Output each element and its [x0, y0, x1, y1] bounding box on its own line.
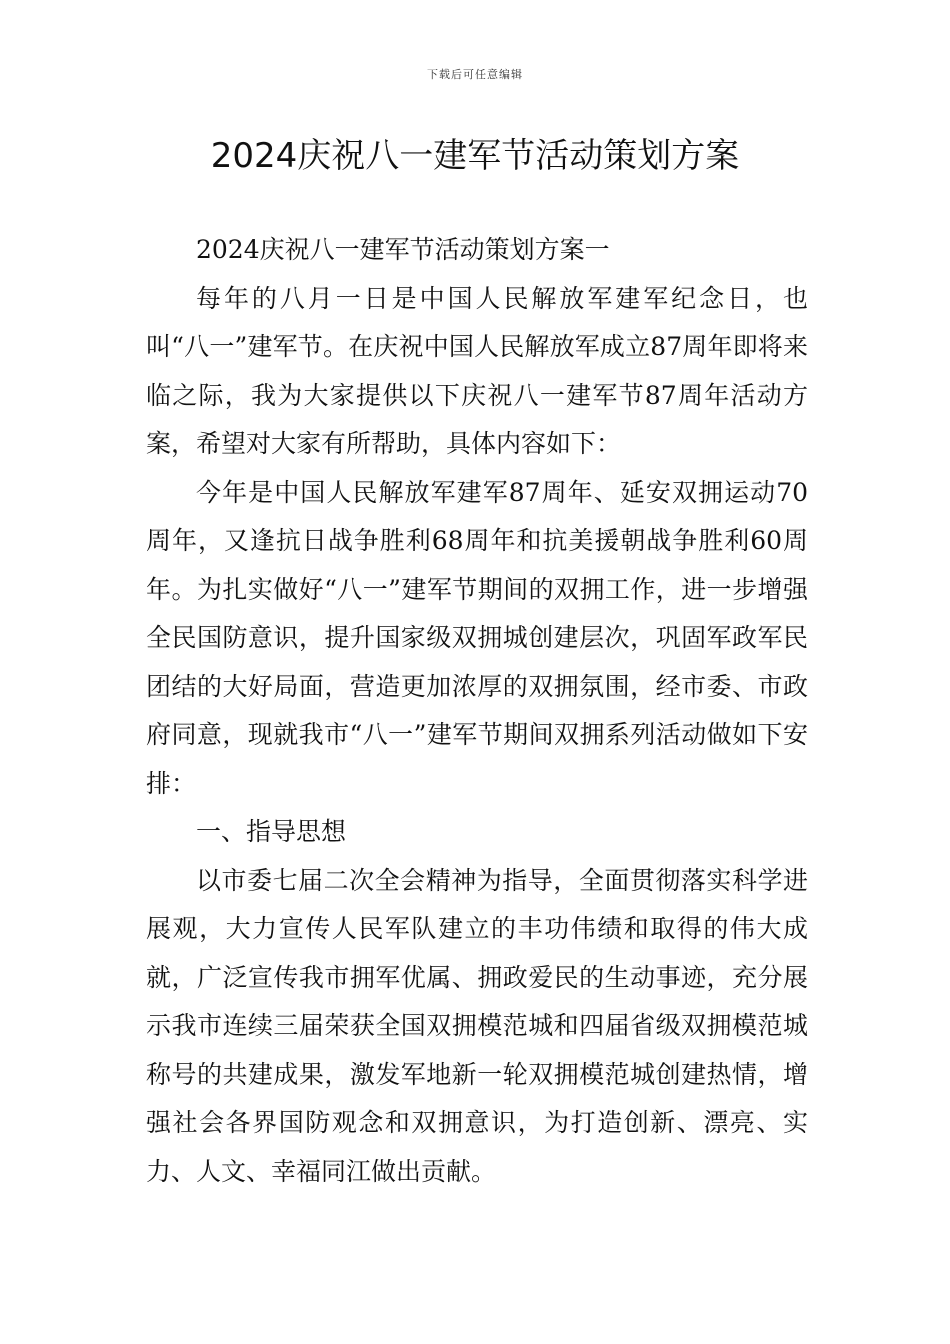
document-title: 2024庆祝八一建军节活动策划方案: [210, 136, 740, 176]
paragraph-intro: 每年的八月一日是中国人民解放军建军纪念日，也叫“八一”建军节。在庆祝中国人民解放军成立87周年即将来临之际，我为大家提供以下庆祝八一建军节87周年活动方案，希望对大家有所帮助，具体内容如下：: [146, 283, 808, 458]
paragraph-background: 今年是中国人民解放军建军87周年、延安双拥运动70周年，又逢抗日战争胜利68周年和抗美援朝战争胜利60周年。为扎实做好“八一”建军节期间的双拥工作，进一步增强全民国防意识，提升国家级双拥城创建层次，巩固军政军民团结的大好局面，营造更加浓厚的双拥氛围，经市委、市政府同意，现就我市“八一”建军节期间双拥系列活动做如下安排：: [146, 477, 808, 798]
header-note: 下载后可任意编辑: [427, 68, 523, 81]
document-body: [146, 226, 808, 1196]
paragraph-subtitle: 2024庆祝八一建军节活动策划方案一: [196, 235, 610, 264]
section-heading-guiding-ideology: 一、指导思想: [196, 817, 347, 846]
paragraph-guiding-ideology: 以市委七届二次全会精神为指导，全面贯彻落实科学进展观，大力宣传人民军队建立的丰功伟绩和取得的伟大成就，广泛宣传我市拥军优属、拥政爱民的生动事迹，充分展示我市连续三届荣获全国双拥模范城和四届省级双拥模范城称号的共建成果，激发军地新一轮双拥模范城创建热情，增强社会各界国防观念和双拥意识，为打造创新、漂亮、实力、人文、幸福同江做出贡献。: [146, 865, 808, 1186]
